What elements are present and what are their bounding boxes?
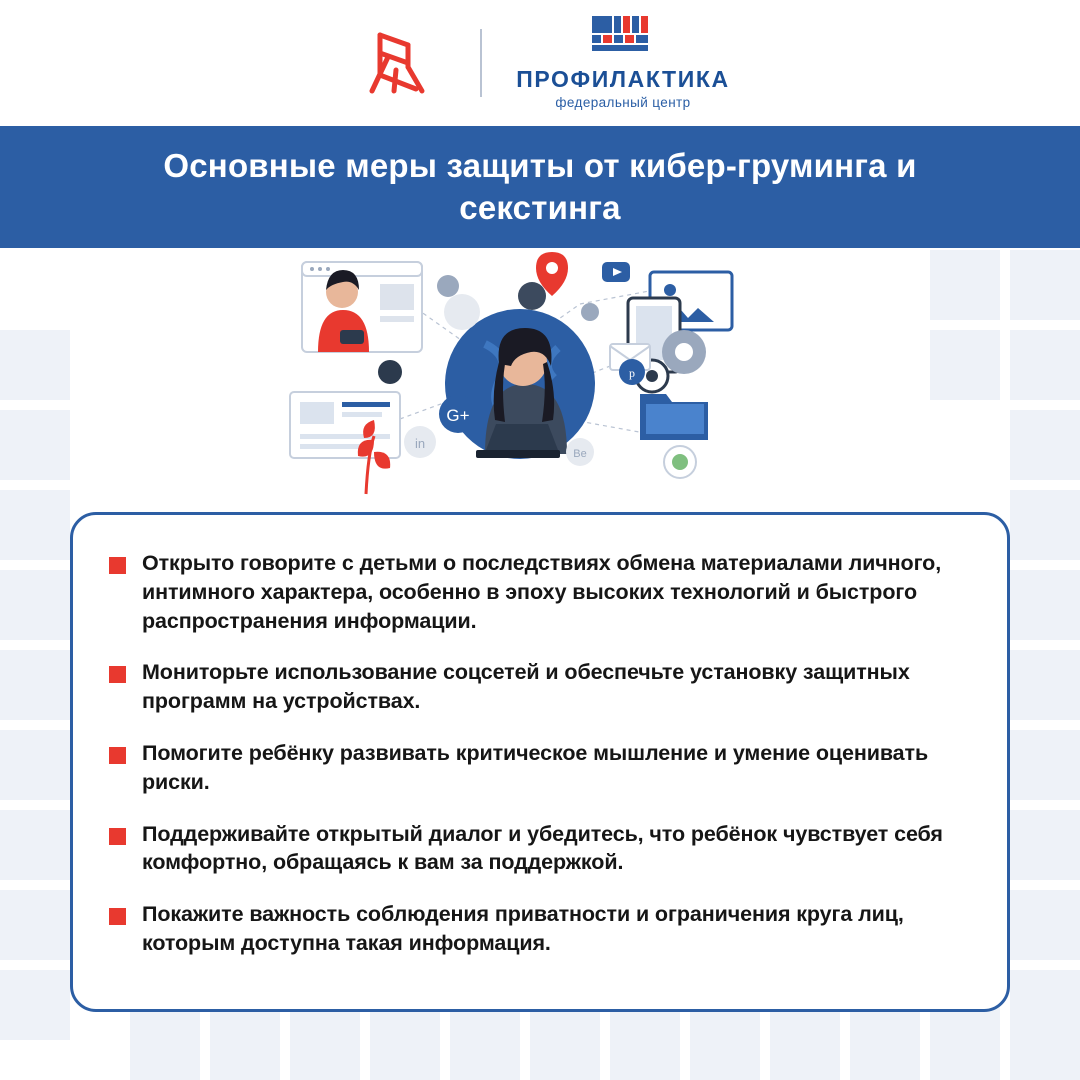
list-item-text: Открыто говорите с детьми о последствиях обмена материалами личного, интимного характера, особенно в эпоху высоких технологий и быстрого распространения информации. [142, 551, 942, 633]
list-item [109, 658, 967, 716]
linkedin-icon [404, 426, 436, 458]
list-item [109, 549, 967, 635]
dot-decoration [581, 303, 599, 321]
square-bullet-icon [109, 908, 126, 925]
whatsapp-icon [664, 446, 696, 478]
pinterest-icon [619, 359, 645, 385]
list-item-text: Мониторьте использование соцсетей и обеспечьте установку защитных программ на устройствах. [142, 660, 910, 714]
dot-decoration [444, 294, 480, 330]
list-item-text: Помогите ребёнку развивать критическое мышление и умение оценивать риски. [142, 740, 929, 794]
chair-outline-icon [350, 27, 446, 99]
folder-icon [640, 394, 708, 440]
dot-decoration [518, 282, 546, 310]
svg-text:in: in [414, 436, 426, 451]
list-item-text: Покажите важность соблюдения приватности и ограничения круга лиц, которым доступна такая информация. [142, 902, 904, 955]
video-call-window [302, 262, 422, 352]
play-button-icon [602, 262, 630, 282]
vertical-divider [480, 29, 482, 97]
dot-decoration [378, 360, 402, 384]
svg-text:G+: G+ [446, 406, 470, 425]
header-logo-bar [0, 0, 1080, 126]
brand-logo [516, 16, 729, 110]
chart-card-icon [290, 392, 400, 458]
behance-icon [566, 438, 594, 466]
flag-grid-icon [592, 16, 654, 59]
recommendations-card [70, 512, 1010, 1012]
square-bullet-icon [109, 747, 126, 764]
list-item-text: Поддерживайте открытый диалог и убедитесь, что ребёнок чувствует себя комфортно, обращаясь к вам за поддержкой. [142, 821, 943, 875]
page-title: Основные меры защиты от кибер-груминга и секстинга [163, 147, 917, 226]
dot-decoration [437, 275, 459, 297]
list-item [109, 900, 967, 958]
google-plus-icon [439, 395, 477, 433]
list-item [109, 820, 967, 878]
svg-text:p: p [629, 366, 635, 380]
svg-text:Be: Be [573, 448, 587, 460]
square-bullet-icon [109, 666, 126, 683]
brand-title: ПРОФИЛАКТИКА [516, 66, 730, 92]
title-band [0, 126, 1080, 248]
square-bullet-icon [109, 557, 126, 574]
cyber-safety-illustration [280, 244, 800, 524]
square-bullet-icon [109, 828, 126, 845]
brand-subtitle: федеральный центр [555, 95, 691, 110]
bullet-list [109, 549, 967, 958]
list-item [109, 739, 967, 797]
